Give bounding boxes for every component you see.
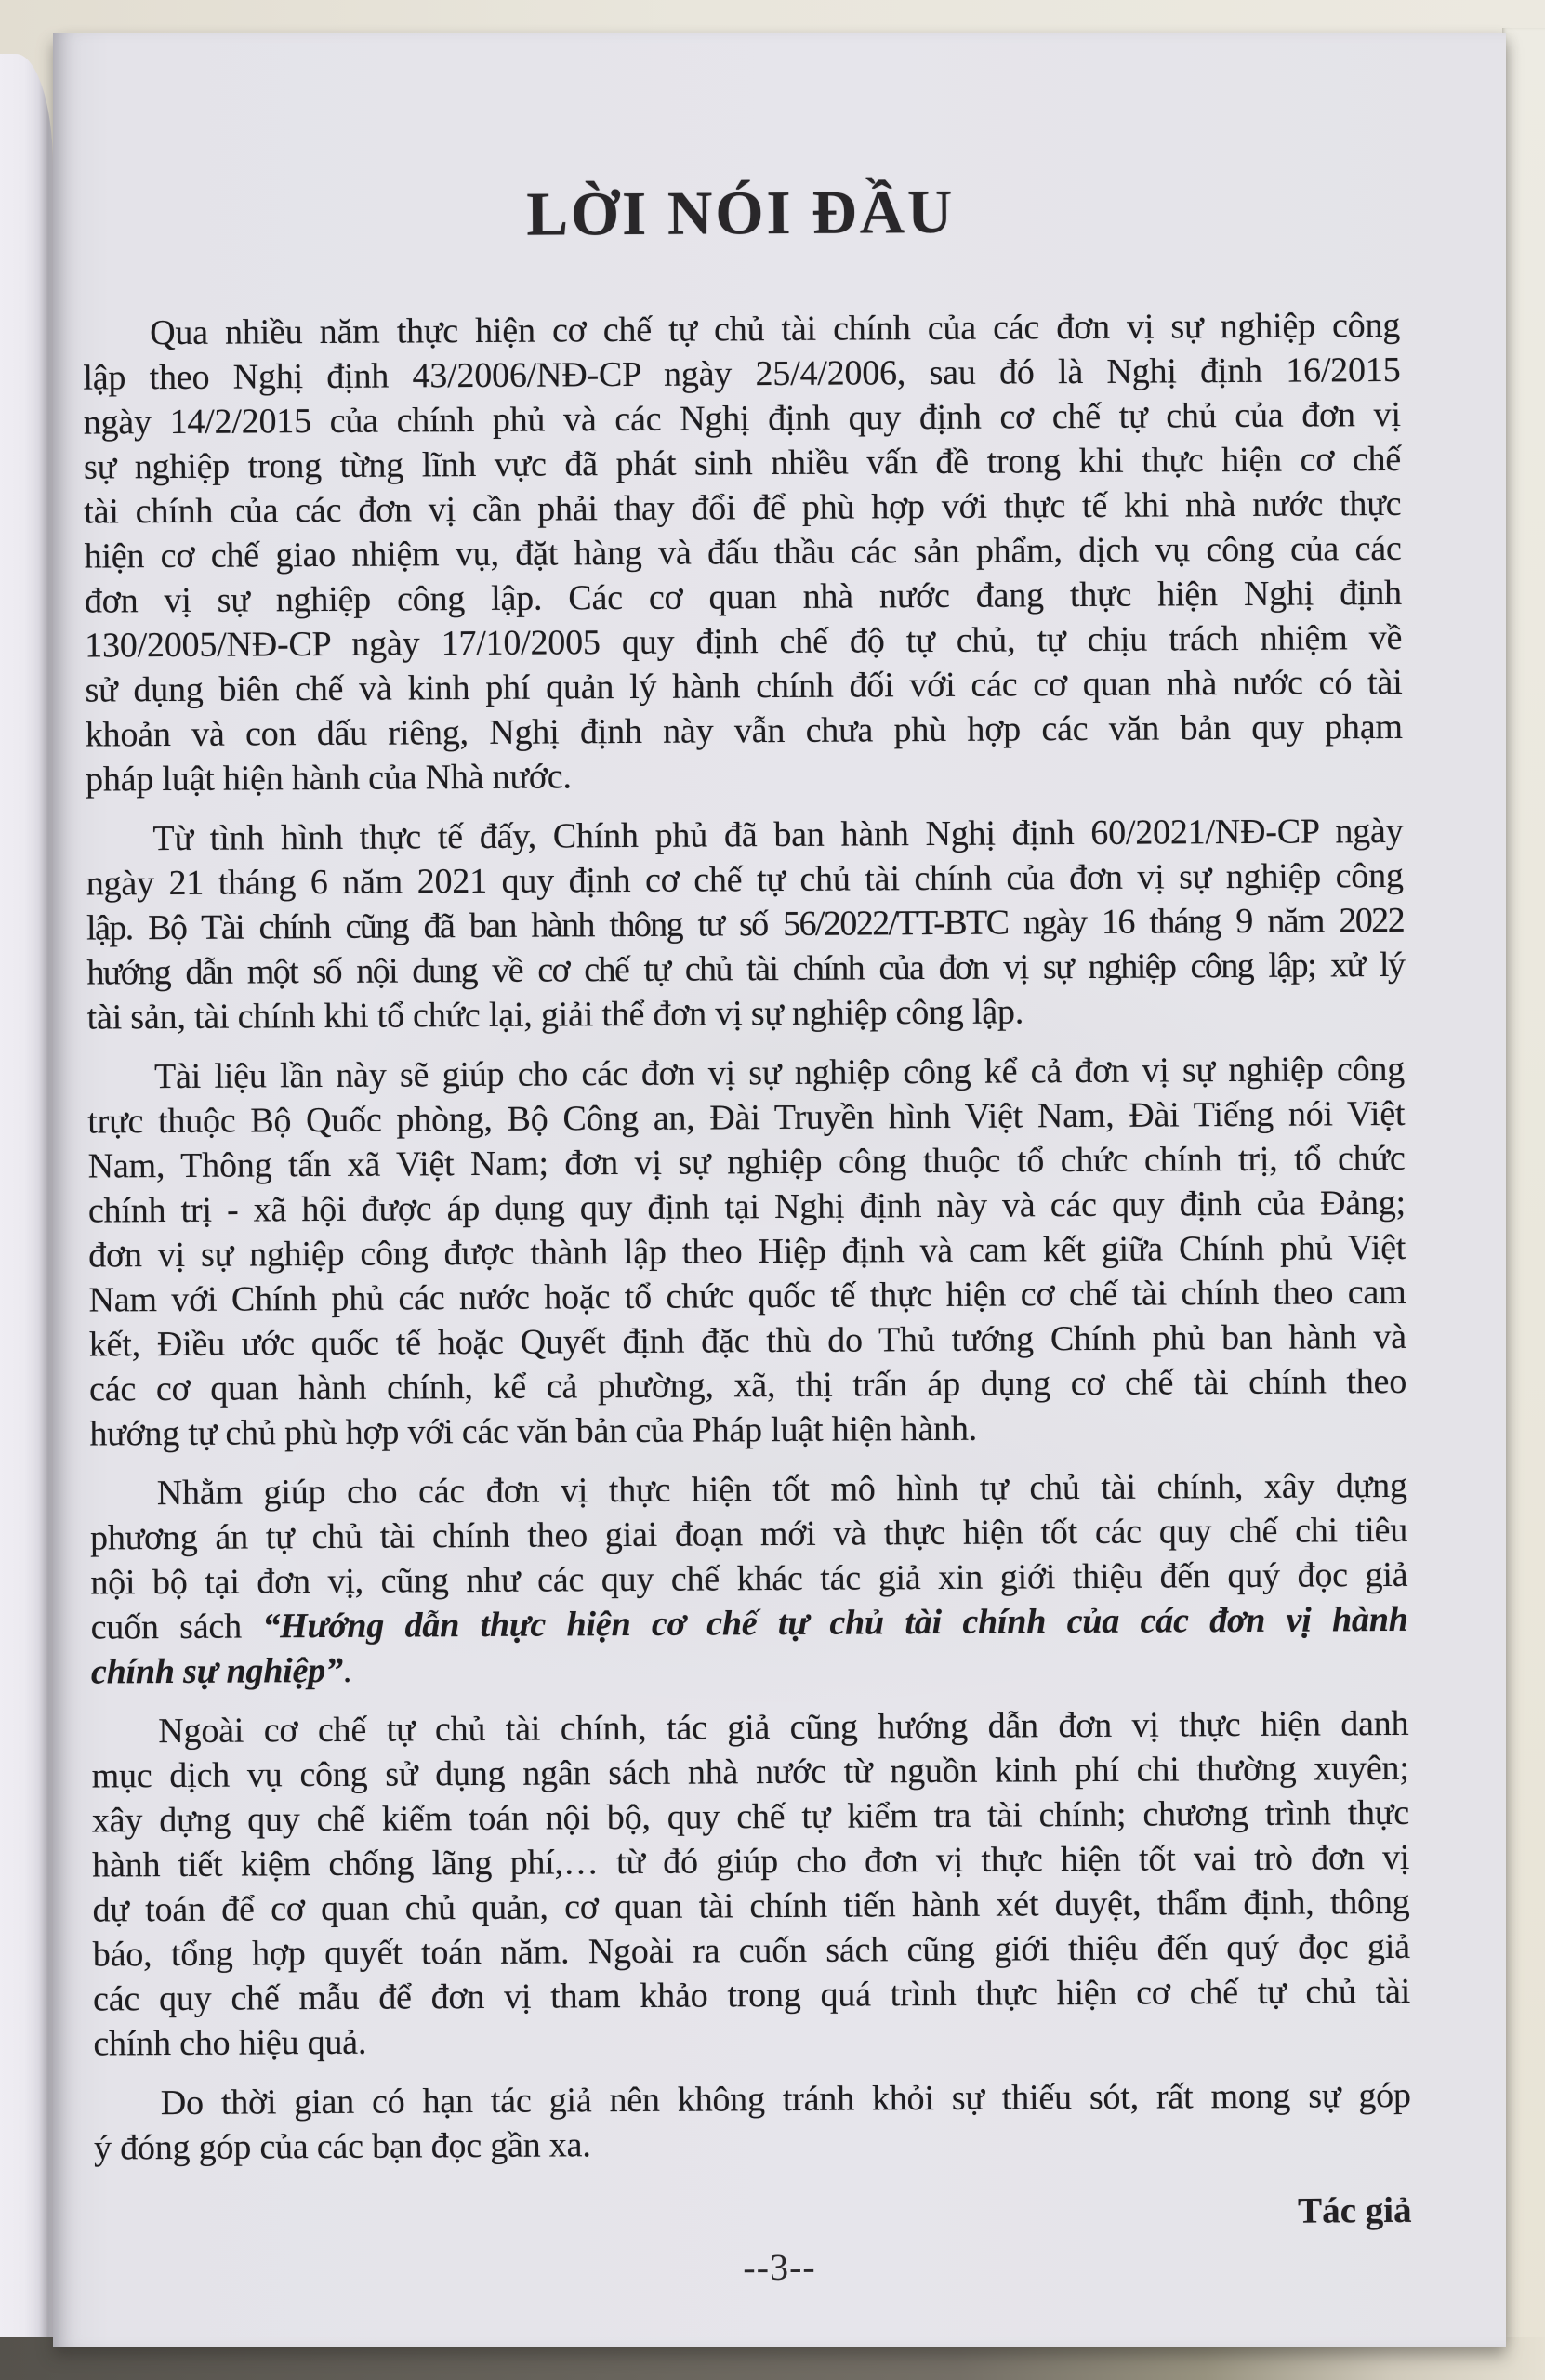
text-segment: tài sản, tài chính khi tổ chức lại, giải thể đơn vị sự nghiệp công lập.: [86, 992, 1024, 1038]
text-segment: cuốn sách: [90, 1606, 263, 1647]
text-line: [93, 2014, 1410, 2067]
text-line: [87, 1136, 1405, 1189]
text-line: [93, 1969, 1410, 2022]
text-line: [89, 1315, 1406, 1368]
book-page: [53, 33, 1506, 2347]
text-line: [93, 1924, 1410, 1977]
text-segment: trực thuộc Bộ Quốc phòng, Bộ Công an, Đài Truyền hình Việt Nam, Đài Tiếng nói Việt: [87, 1093, 1406, 1142]
text-line: [91, 1642, 1408, 1695]
text-line: [91, 1701, 1408, 1754]
paragraph: [83, 303, 1403, 802]
text-line: [89, 1404, 1406, 1457]
text-segment: .: [342, 1650, 352, 1690]
text-segment: ngày 14/2/2015 của chính phủ và các Nghị định quy định cơ chế tự chủ của đơn vị: [83, 394, 1401, 443]
book-title-emphasis: chính sự nghiệp”: [90, 1650, 343, 1692]
page-body: [83, 303, 1411, 2171]
text-line: [86, 898, 1404, 951]
text-line: [88, 1181, 1406, 1234]
text-line: [87, 1091, 1405, 1144]
text-segment: tài chính của các đơn vị cần phải thay đổi để phù hợp với thực tế khi nhà nước thực: [84, 483, 1402, 532]
text-segment: đơn vị sự nghiệp công lập. Các cơ quan nhà nước đang thực hiện Nghị định: [84, 573, 1403, 621]
text-segment: Từ tình hình thực tế đấy, Chính phủ đã ban hành Nghị định 60/2021/NĐ-CP ngày: [152, 811, 1404, 859]
text-segment: khoản và con dấu riêng, Nghị định này vẫn chưa phù hợp các văn bản quy phạm: [85, 707, 1403, 755]
text-segment: xây dựng quy chế kiểm toán nội bộ, quy chế tự kiểm tra tài chính; chương trình thực: [91, 1792, 1410, 1841]
text-segment: hiện cơ chế giao nhiệm vụ, đặt hàng và đấu thầu các sản phẩm, dịch vụ công của các: [84, 528, 1402, 576]
text-segment: Tài liệu lần này sẽ giúp cho các đơn vị sự nghiệp công kể cả đơn vị sự nghiệp công: [153, 1049, 1406, 1097]
text-line: [87, 987, 1405, 1040]
page-content: [47, 29, 1513, 2241]
adjacent-page-edge: [0, 54, 53, 2354]
paragraph: [87, 1047, 1407, 1457]
text-line: [86, 943, 1404, 996]
text-line: [84, 392, 1401, 445]
text-line: [88, 1225, 1406, 1278]
text-line: [86, 749, 1403, 802]
text-segment: ngày 21 tháng 6 năm 2021 quy định cơ chế tự chủ tài chính của đơn vị sự nghiệp công: [86, 855, 1404, 904]
text-segment: phương án tự chủ tài chính theo giai đoạn mới và thực hiện tốt các quy chế chi tiêu: [89, 1510, 1408, 1558]
text-line: [92, 1835, 1409, 1888]
text-line: [89, 1359, 1406, 1412]
text-line: [85, 615, 1402, 668]
text-segment: Qua nhiều năm thực hiện cơ chế tự chủ tài chính của các đơn vị sự nghiệp công: [150, 305, 1401, 353]
paragraph: [94, 2073, 1412, 2171]
text-segment: lập theo Nghị định 43/2006/NĐ-CP ngày 25/4/2006, sau đó là Nghị định 16/2015: [83, 350, 1401, 398]
text-line: [84, 437, 1401, 490]
text-segment: nội bộ tại đơn vị, cũng như các quy chế khác tác giả xin giới thiệu đến quý đọc giả: [90, 1554, 1408, 1603]
text-line: [85, 571, 1402, 624]
text-segment: pháp luật hiện hành của Nhà nước.: [85, 757, 572, 800]
text-line: [91, 1746, 1408, 1799]
text-segment: chính trị - xã hội được áp dụng quy định tại Nghị định này và các quy định của Đảng;: [87, 1183, 1406, 1231]
text-line: [86, 705, 1403, 758]
text-line: [90, 1463, 1407, 1516]
text-segment: lập. Bộ Tài chính cũng đã ban hành thông tư số 56/2022/TT-BTC ngày 16 tháng 9 năm 2022: [86, 900, 1405, 948]
text-segment: các cơ quan hành chính, kể cả phường, xã, thị trấn áp dụng cơ chế tài chính theo: [88, 1361, 1407, 1409]
text-line: [94, 2118, 1411, 2171]
text-segment: ý đóng góp của các bạn đọc gần xa.: [93, 2125, 591, 2168]
text-line: [87, 1047, 1405, 1100]
text-segment: báo, tổng hợp quyết toán năm. Ngoài ra cuốn sách cũng giới thiệu đến quý đọc giả: [92, 1926, 1410, 1975]
text-segment: Ngoài cơ chế tự chủ tài chính, tác giả cũng hướng dẫn đơn vị thực hiện danh: [158, 1703, 1409, 1752]
paragraph: [86, 809, 1404, 1040]
text-segment: Nam, Thông tấn xã Việt Nam; đơn vị sự nghiệp công thuộc tổ chức chính trị, tổ chức: [87, 1138, 1406, 1186]
text-line: [85, 660, 1402, 713]
author-signature: Tác giả: [1297, 2189, 1412, 2231]
text-segment: hướng tự chủ phù hợp với các văn bản của Pháp luật hiện hành.: [89, 1408, 978, 1454]
text-line: [86, 809, 1403, 862]
text-segment: dự toán để cơ quan chủ quản, cơ quan tài chính tiến hành xét duyệt, thẩm định, thông: [92, 1882, 1410, 1930]
book-title-emphasis: “Hướng dẫn thực hiện cơ chế tự chủ tài chính của các đơn vị hành: [262, 1599, 1408, 1646]
text-segment: 130/2005/NĐ-CP ngày 17/10/2005 quy định chế độ tự chủ, tự chịu trách nhiệm về: [85, 617, 1403, 666]
text-segment: Nam với Chính phủ các nước hoặc tổ chức quốc tế thực hiện cơ chế tài chính theo cam: [88, 1272, 1406, 1320]
text-segment: chính cho hiệu quả.: [93, 2022, 367, 2064]
text-segment: Do thời gian có hạn tác giả nên không tránh khỏi sự thiếu sót, rất mong sự góp: [160, 2075, 1411, 2123]
text-segment: sử dụng biên chế và kinh phí quản lý hành chính đối với các cơ quan nhà nước có tài: [85, 662, 1403, 710]
text-line: [84, 482, 1401, 535]
text-line: [83, 303, 1400, 356]
page-number: --3--: [743, 2245, 816, 2289]
text-segment: hành tiết kiệm chống lãng phí,… từ đó giúp cho đơn vị thực hiện tốt vai trò đơn vị: [92, 1837, 1410, 1885]
text-segment: các quy chế mẫu để đơn vị tham khảo trong quá trình thực hiện cơ chế tự chủ tài: [92, 1971, 1411, 2019]
paragraph: [90, 1463, 1408, 1695]
text-segment: mục dịch vụ công sử dụng ngân sách nhà nước từ nguồn kinh phí chi thường xuyên;: [91, 1748, 1409, 1796]
text-line: [88, 1270, 1406, 1323]
text-line: [86, 853, 1404, 906]
text-segment: Nhằm giúp cho các đơn vị thực hiện tốt mô hình tự chủ tài chính, xây dựng: [156, 1465, 1407, 1514]
text-line: [91, 1597, 1408, 1650]
text-line: [90, 1553, 1407, 1606]
text-line: [94, 2073, 1411, 2126]
text-segment: sự nghiệp trong từng lĩnh vực đã phát sinh nhiều vấn đề trong khi thực hiện cơ chế: [83, 439, 1402, 487]
text-line: [83, 348, 1400, 401]
text-segment: kết, Điều ước quốc tế hoặc Quyết định đặc thù do Thủ tướng Chính phủ ban hành và: [88, 1316, 1406, 1365]
text-line: [84, 526, 1401, 579]
page-title: LỜI NÓI ĐẦU: [526, 177, 956, 249]
text-line: [92, 1880, 1409, 1933]
text-line: [90, 1508, 1407, 1561]
text-segment: hướng dẫn một số nội dung về cơ chế tự chủ tài chính của đơn vị sự nghiệp công lập; xử lý: [86, 945, 1405, 993]
text-segment: đơn vị sự nghiệp công được thành lập theo Hiệp định và cam kết giữa Chính phủ Việt: [88, 1227, 1406, 1276]
paragraph: [91, 1701, 1410, 2067]
text-line: [92, 1791, 1409, 1844]
